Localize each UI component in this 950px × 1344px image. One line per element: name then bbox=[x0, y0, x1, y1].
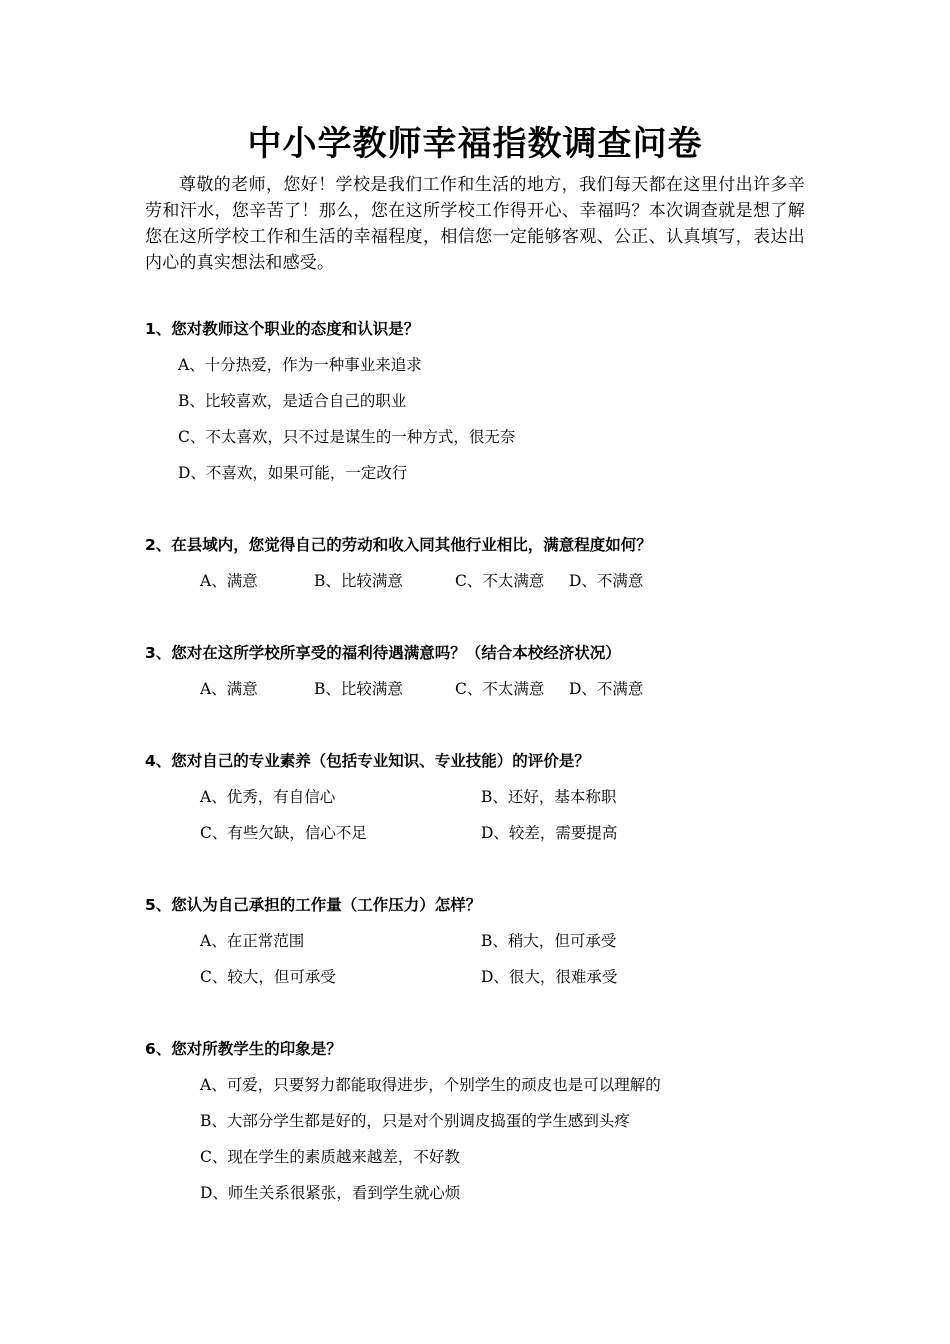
q1-option-a[interactable]: A、十分热爱，作为一种事业来追求 bbox=[178, 356, 422, 374]
q2-option-b[interactable]: B、比较满意 bbox=[314, 572, 403, 590]
question-3: 3、您对在这所学校所享受的福利待遇满意吗？（结合本校经济状况） bbox=[145, 644, 621, 662]
q5-option-b[interactable]: B、稍大，但可承受 bbox=[481, 932, 617, 950]
question-2: 2、在县域内，您觉得自己的劳动和收入同其他行业相比，满意程度如何？ bbox=[145, 536, 652, 554]
q3-option-d[interactable]: D、不满意 bbox=[569, 680, 644, 698]
q1-option-c[interactable]: C、不太喜欢，只不过是谋生的一种方式，很无奈 bbox=[178, 428, 516, 446]
question-4: 4、您对自己的专业素养（包括专业知识、专业技能）的评价是？ bbox=[145, 752, 590, 770]
q3-option-a[interactable]: A、满意 bbox=[200, 680, 258, 698]
q5-option-c[interactable]: C、较大，但可承受 bbox=[200, 968, 336, 986]
q6-option-c[interactable]: C、现在学生的素质越来越差，不好教 bbox=[200, 1148, 460, 1166]
q5-option-a[interactable]: A、在正常范围 bbox=[200, 932, 305, 950]
q6-option-d[interactable]: D、师生关系很紧张，看到学生就心烦 bbox=[200, 1184, 461, 1202]
q1-option-d[interactable]: D、不喜欢，如果可能，一定改行 bbox=[178, 464, 408, 482]
document-title: 中小学教师幸福指数调查问卷 bbox=[247, 124, 703, 164]
q3-option-b[interactable]: B、比较满意 bbox=[314, 680, 403, 698]
question-5: 5、您认为自己承担的工作量（工作压力）怎样？ bbox=[145, 896, 482, 914]
question-6: 6、您对所教学生的印象是？ bbox=[145, 1040, 342, 1058]
q4-option-c[interactable]: C、有些欠缺，信心不足 bbox=[200, 824, 367, 842]
intro-paragraph: 尊敬的老师，您好！学校是我们工作和生活的地方，我们每天都在这里付出许多辛劳和汗水，您辛苦了！那么，您在这所学校工作得开心、幸福吗？本次调查就是想了解您在这所学校工作和生活的幸福程度，相信您一定能够客观、公正、认真填写，表达出内心的真实想法和感受。 bbox=[145, 175, 805, 273]
q4-option-d[interactable]: D、较差，需要提高 bbox=[481, 824, 618, 842]
q5-option-d[interactable]: D、很大，很难承受 bbox=[481, 968, 618, 986]
q4-option-a[interactable]: A、优秀，有自信心 bbox=[200, 788, 336, 806]
q6-option-b[interactable]: B、大部分学生都是好的，只是对个别调皮捣蛋的学生感到头疼 bbox=[200, 1112, 630, 1130]
q3-option-c[interactable]: C、不太满意 bbox=[455, 680, 545, 698]
question-1: 1、您对教师这个职业的态度和认识是？ bbox=[145, 320, 420, 338]
q2-option-c[interactable]: C、不太满意 bbox=[455, 572, 545, 590]
q4-option-b[interactable]: B、还好，基本称职 bbox=[481, 788, 617, 806]
q6-option-a[interactable]: A、可爱，只要努力都能取得进步，个别学生的顽皮也是可以理解的 bbox=[200, 1076, 661, 1094]
q2-option-d[interactable]: D、不满意 bbox=[569, 572, 644, 590]
q1-option-b[interactable]: B、比较喜欢，是适合自己的职业 bbox=[178, 392, 407, 410]
q2-option-a[interactable]: A、满意 bbox=[200, 572, 258, 590]
